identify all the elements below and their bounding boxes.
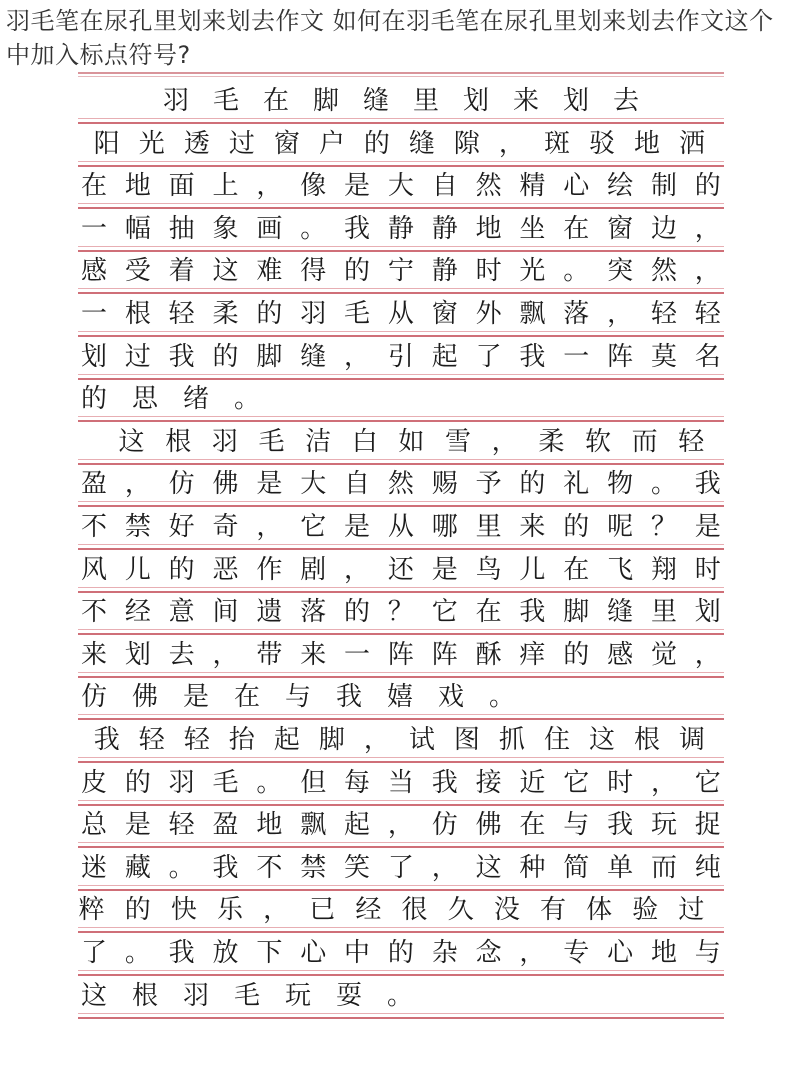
essay-line: [78, 123, 724, 167]
essay-line: [78, 250, 724, 294]
essay-line: [78, 676, 724, 720]
essay-line-text: 粹 的 快 乐 ， 已 经 很 久 没 有 体 验 过: [78, 895, 705, 926]
essay-line: [78, 975, 724, 1019]
essay-line: [78, 549, 724, 593]
essay-line-text: 盈 ， 仿 佛 是 大 自 然 赐 予 的 礼 物 。 我: [80, 469, 721, 500]
essay-line: [78, 336, 724, 380]
essay-line: [78, 932, 724, 976]
essay-line: [78, 634, 724, 678]
essay-line: [78, 889, 724, 933]
essay-line-text: 来 划 去 ， 带 来 一 阵 阵 酥 痒 的 感 觉 ，: [80, 639, 721, 670]
essay-line-text: 一 根 轻 柔 的 羽 毛 从 窗 外 飘 落 ， 轻 轻: [80, 299, 721, 329]
essay-line-text: 风 儿 的 恶 作 剧 ， 还 是 鸟 儿 在 飞 翔 时: [80, 554, 721, 585]
essay-line-text: 我 轻 轻 抬 起 脚 ， 试 图 抓 住 这 根 调: [93, 725, 705, 755]
essay-line: [78, 165, 724, 209]
essay-line: [78, 591, 724, 635]
essay-line-text: 这 根 羽 毛 洁 白 如 雪 ， 柔 软 而 轻: [118, 426, 705, 457]
page-headline: 羽毛笔在尿孔里划来划去作文 如何在羽毛笔在尿孔里划来划去作文这个中加入标点符号?: [6, 7, 774, 69]
essay-line: [78, 847, 724, 891]
essay-line: [78, 506, 724, 550]
essay-line-text: 在 地 面 上 ， 像 是 大 自 然 精 心 绘 制 的: [80, 171, 721, 202]
essay-line-text: 阳 光 透 过 窗 户 的 缝 隙 ， 斑 驳 地 洒: [93, 128, 705, 159]
essay-line: [78, 208, 724, 252]
sheet-top-rule: [78, 72, 724, 74]
essay-line: [78, 719, 724, 763]
essay-title: [78, 80, 724, 124]
handwriting-sheet: [78, 72, 724, 1012]
essay-line: [78, 421, 724, 465]
essay-line-text: 一 幅 抽 象 画 。 我 静 静 地 坐 在 窗 边 ，: [80, 213, 721, 244]
sheet-top-rule-inner: [78, 76, 724, 77]
essay-line: [78, 762, 724, 806]
essay-line-text: 迷 藏 。 我 不 禁 笑 了 ， 这 种 简 单 而 纯: [80, 852, 721, 883]
essay-line-text: 了 。 我 放 下 心 中 的 杂 念 ， 专 心 地 与: [80, 938, 721, 968]
essay-line: [78, 293, 724, 337]
essay-line-text: 不 经 意 间 遗 落 的 ？ 它 在 我 脚 缝 里 划: [80, 597, 721, 628]
essay-line-text: 感 受 着 这 难 得 的 宁 静 时 光 。 突 然 ，: [80, 256, 721, 287]
essay-line-text: 皮 的 羽 毛 。 但 每 当 我 接 近 它 时 ， 它: [80, 767, 721, 798]
essay-line-text: 这 根 羽 毛 玩 耍 。: [80, 980, 413, 1011]
essay-line-text: 的 思 绪 。: [80, 384, 260, 415]
essay-line-text: 划 过 我 的 脚 缝 ， 引 起 了 我 一 阵 莫 名: [80, 341, 721, 372]
essay-line-text: 总 是 轻 盈 地 飘 起 ， 仿 佛 在 与 我 玩 捉: [80, 810, 721, 841]
essay-line: [78, 378, 724, 422]
essay-title-text: 羽 毛 在 脚 缝 里 划 来 划 去: [162, 86, 639, 116]
essay-line-text: 不 禁 好 奇 ， 它 是 从 哪 里 来 的 呢 ？ 是: [80, 512, 721, 542]
essay-line: [78, 804, 724, 848]
essay-line: [78, 463, 724, 507]
essay-line-text: 仿 佛 是 在 与 我 嬉 戏 。: [80, 682, 515, 713]
